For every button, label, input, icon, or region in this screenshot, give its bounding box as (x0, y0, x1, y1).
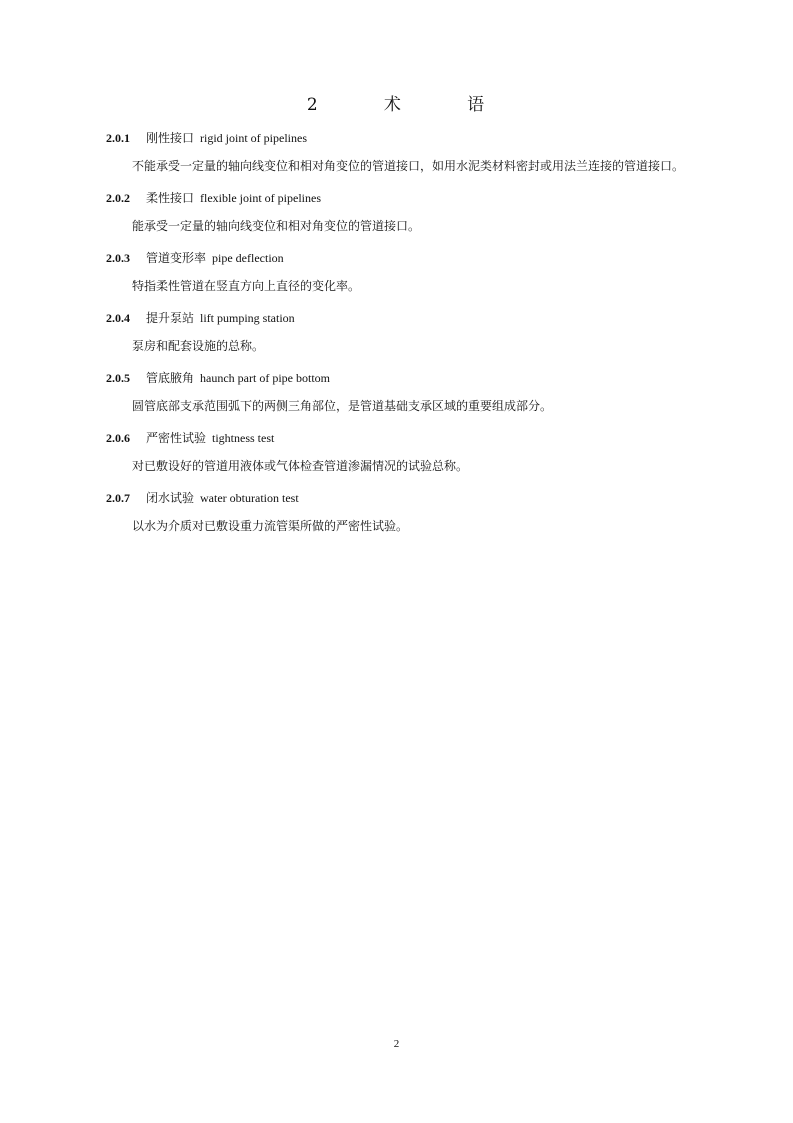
term-definition: 特指柔性管道在竖直方向上直径的变化率。 (132, 279, 361, 293)
page-title: 2 术 语 (306, 95, 487, 115)
term-definition: 不能承受一定量的轴向线变位和相对角变位的管道接口，如用水泥类材料密封或用法兰连接的管道接口。 (132, 159, 685, 173)
term-definition: 能承受一定量的轴向线变位和相对角变位的管道接口。 (132, 219, 421, 233)
term-chinese-name: 刚性接口 (146, 131, 195, 145)
term-heading (106, 308, 691, 328)
term-definition: 对已敷设好的管道用液体或气体检查管道渗漏情况的试验总称。 (132, 459, 469, 473)
terms-list (106, 128, 691, 548)
term-chinese-name: 严密性试验 (146, 431, 207, 445)
term-chinese-name: 柔性接口 (146, 191, 195, 205)
term-entry (106, 248, 691, 297)
term-heading (106, 188, 691, 208)
term-number: 2.0.5 (106, 371, 130, 385)
term-english-name: flexible joint of pipelines (200, 191, 321, 205)
term-english-name: tightness test (212, 431, 275, 445)
term-entry (106, 188, 691, 237)
term-number: 2.0.2 (106, 191, 130, 205)
term-entry (106, 428, 691, 477)
term-chinese-name: 提升泵站 (146, 311, 195, 325)
term-entry (106, 488, 691, 537)
term-entry (106, 308, 691, 357)
term-definition: 以水为介质对已敷设重力流管渠所做的严密性试验。 (132, 519, 409, 533)
page-number: 2 (393, 1038, 400, 1050)
term-entry (106, 368, 691, 417)
term-english-name: rigid joint of pipelines (200, 131, 308, 145)
term-heading (106, 248, 691, 268)
term-chinese-name: 闭水试验 (146, 491, 195, 505)
term-number: 2.0.6 (106, 431, 130, 445)
term-number: 2.0.1 (106, 131, 130, 145)
term-definition: 圆管底部支承范围弧下的两侧三角部位，是管道基础支承区域的重要组成部分。 (132, 399, 553, 413)
term-number: 2.0.4 (106, 311, 130, 325)
term-heading (106, 128, 691, 148)
term-number: 2.0.3 (106, 251, 130, 265)
term-definition: 泵房和配套设施的总称。 (132, 339, 265, 353)
term-heading (106, 488, 691, 508)
term-english-name: water obturation test (200, 491, 299, 505)
term-entry (106, 128, 691, 177)
term-heading (106, 428, 691, 448)
term-chinese-name: 管底腋角 (146, 371, 195, 385)
term-number: 2.0.7 (106, 491, 130, 505)
term-english-name: haunch part of pipe bottom (200, 371, 330, 385)
term-chinese-name: 管道变形率 (146, 251, 207, 265)
term-heading (106, 368, 691, 388)
term-english-name: lift pumping station (200, 311, 295, 325)
term-english-name: pipe deflection (212, 251, 284, 265)
